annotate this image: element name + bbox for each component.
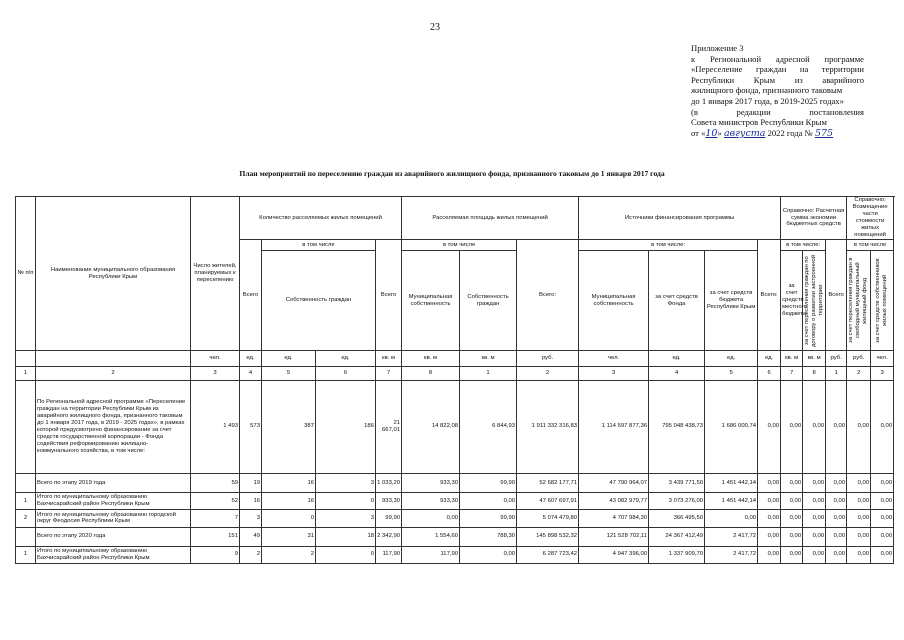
header-rooms-incl: в том числе [262, 239, 376, 250]
appendix-line: (в редакции постановления [691, 106, 864, 117]
value-cell: 3 439 771,50 [649, 473, 705, 492]
header-reimbursement-group: Справочно: Возмещение части стоимости жилых помещений [847, 197, 894, 240]
value-cell: 0,00 [847, 380, 871, 473]
value-cell: 99,90 [460, 510, 517, 527]
column-number: 7 [376, 366, 402, 380]
appendix-line: до 1 января 2017 года, в 2019-2025 годах» [691, 95, 844, 106]
value-cell: 0,00 [460, 493, 517, 510]
value-cell: 1 554,60 [402, 527, 460, 546]
value-cell: 1 911 332 316,83 [517, 380, 579, 473]
date-prefix: от « [691, 127, 706, 138]
value-cell: 0,00 [781, 493, 803, 510]
value-cell: 0,00 [758, 546, 781, 563]
value-cell: 117,90 [402, 546, 460, 563]
value-cell: 795 048 438,73 [649, 380, 705, 473]
value-cell: 3 [240, 510, 262, 527]
appendix-note [691, 43, 864, 139]
row-number: 2 [16, 510, 36, 527]
unit-cell: чел. [191, 351, 240, 366]
header-rooms-group: Количество расселяемых жилых помещений [240, 197, 402, 240]
header-finance-group: Источники финансирования программы [579, 197, 781, 240]
value-cell: 0,00 [781, 380, 803, 473]
value-cell: 59 [191, 473, 240, 492]
table-row [16, 527, 894, 546]
value-cell: 0 [316, 493, 376, 510]
value-cell: 18 [316, 527, 376, 546]
value-cell: 4 947 396,00 [579, 546, 649, 563]
value-cell: 52 [191, 493, 240, 510]
header-reimb-incl: в том числе [847, 239, 894, 250]
value-cell: 0,00 [803, 510, 826, 527]
value-cell: 6 844,93 [460, 380, 517, 473]
value-cell: 0,00 [758, 380, 781, 473]
header-own-municipal: Муниципальная собственность [402, 251, 460, 351]
row-name: Всего по этапу 2019 года [36, 473, 191, 492]
column-number: 1 [460, 366, 517, 380]
value-cell: 7 [191, 510, 240, 527]
header-area-own-municipal: Муниципальная собственность [579, 251, 649, 351]
row-number: 1 [16, 493, 36, 510]
header-no: № п/п [16, 197, 36, 351]
column-number: 5 [705, 366, 758, 380]
unit-cell: кв. м [460, 351, 517, 366]
units-row [16, 351, 894, 366]
plan-title: План мероприятий по переселению граждан из аварийного жилищного фонда, признанного таковым до 1 января 2017 года [239, 169, 665, 178]
appendix-line: к Региональной адресной программе [691, 53, 864, 64]
table-body [16, 380, 894, 563]
value-cell: 5 074 479,80 [517, 510, 579, 527]
vertical-label: за счет средств собственников жилых помещений [875, 258, 889, 344]
value-cell: 47 790 964,07 [579, 473, 649, 492]
row-name: Всего по этапу 2020 года [36, 527, 191, 546]
column-numbers-row [16, 366, 894, 380]
header-savings-free-fund [847, 251, 871, 351]
column-number: 1 [826, 366, 847, 380]
unit-cell: руб. [847, 351, 871, 366]
header-rooms-total: Всего [240, 239, 262, 350]
appendix-line: жилищного фонда, признанного таковым [691, 85, 843, 96]
value-cell: 6 287 723,42 [517, 546, 579, 563]
row-name: Итого по муниципальному образованию Бахчисарайский район Республики Крым [36, 546, 191, 563]
header-area-own-citizens: Собственность граждан [460, 251, 517, 351]
row-number: 1 [16, 546, 36, 563]
value-cell: 0,00 [847, 473, 871, 492]
value-cell: 2 [240, 546, 262, 563]
table-row [16, 380, 894, 473]
unit-cell: ед. [649, 351, 705, 366]
header-reimb-owners [871, 251, 894, 351]
value-cell: 0,00 [871, 493, 894, 510]
value-cell: 0,00 [803, 546, 826, 563]
appendix-line: Республики Крым из аварийного [691, 74, 864, 85]
value-cell: 1 493 [191, 380, 240, 473]
value-cell: 3 [316, 473, 376, 492]
value-cell: 933,30 [402, 473, 460, 492]
column-number: 1 [16, 366, 36, 380]
vertical-label: за счет переселения граждан в свободный муниципальный жилищный фонд [848, 257, 869, 344]
date-suffix: 2022 года № [765, 127, 815, 138]
header-area-incl: в том числе [402, 239, 517, 250]
value-cell: 0,00 [871, 473, 894, 492]
value-cell: 0,00 [826, 380, 847, 473]
value-cell: 0,00 [871, 546, 894, 563]
value-cell: 0,00 [826, 527, 847, 546]
row-name: Итого по муниципальному образованию Бахчисарайский район Республики Крым [36, 493, 191, 510]
appendix-line: Совета министров Республики Крым [691, 117, 827, 128]
header-area-group: Расселяемая площадь жилых помещений [402, 197, 579, 240]
header-savings-development [803, 251, 826, 351]
value-cell: 933,30 [376, 493, 402, 510]
unit-cell: кв. м [402, 351, 460, 366]
plan-table [15, 196, 894, 564]
column-number: 3 [191, 366, 240, 380]
row-name: По Региональной адресной программе «Переселение граждан на территории Республики Крым из аварийного жилищного фонда, признанного таковым до 1 января 2017 года, в 2019 - 2025 годах», в рамках которой предусмотрено финансирование за счет средств государственной корпорации - Фонда содействия реформированию жилищно-коммунального хозяйства, в том числе: [36, 380, 191, 473]
value-cell: 0,00 [803, 493, 826, 510]
value-cell: 366 495,50 [649, 510, 705, 527]
unit-cell: чел. [579, 351, 649, 366]
value-cell: 0,00 [781, 510, 803, 527]
value-cell: 0,00 [826, 473, 847, 492]
value-cell: 49 [240, 527, 262, 546]
value-cell: 0 [316, 546, 376, 563]
value-cell: 145 898 532,32 [517, 527, 579, 546]
column-number: 6 [316, 366, 376, 380]
value-cell: 0,00 [803, 380, 826, 473]
header-finance-total: Всего: [517, 239, 579, 350]
unit-cell: ед. [316, 351, 376, 366]
column-number: 2 [36, 366, 191, 380]
value-cell: 16 [262, 473, 316, 492]
date-mid: » [717, 127, 724, 138]
value-cell: 387 [262, 380, 316, 473]
unit-cell: руб. [826, 351, 847, 366]
value-cell: 2 [262, 546, 316, 563]
value-cell: 16 [262, 493, 316, 510]
value-cell: 43 082 979,77 [579, 493, 649, 510]
value-cell: 788,30 [460, 527, 517, 546]
value-cell: 0,00 [847, 527, 871, 546]
header-name: Наименование муниципального образования Республики Крым [36, 197, 191, 351]
value-cell: 0,00 [871, 380, 894, 473]
value-cell: 14 822,08 [402, 380, 460, 473]
header-local-budget: за счет средств местного бюджета [781, 251, 803, 351]
column-number: 5 [262, 366, 316, 380]
unit-cell: руб. [517, 351, 579, 366]
appendix-line: Приложение 3 [691, 43, 744, 53]
value-cell: 16 [240, 493, 262, 510]
value-cell: 21 667,01 [376, 380, 402, 473]
header-finance-incl: в том числе: [579, 239, 758, 250]
value-cell: 1 033,20 [376, 473, 402, 492]
column-number: 2 [517, 366, 579, 380]
header-residents: Число жителей, планируемых к переселению [191, 197, 240, 351]
header-savings-total: Всего: [758, 239, 781, 350]
value-cell: 31 [262, 527, 316, 546]
header-area-total: Всего [376, 239, 402, 350]
row-name: Итого по муниципальному образованию городской округ Феодосия Республики Крым [36, 510, 191, 527]
unit-cell [16, 351, 36, 366]
value-cell: 52 682 177,71 [517, 473, 579, 492]
value-cell: 0,00 [705, 510, 758, 527]
value-cell: 0,00 [826, 510, 847, 527]
value-cell: 4 707 984,30 [579, 510, 649, 527]
value-cell: 117,90 [376, 546, 402, 563]
value-cell: 0,00 [758, 527, 781, 546]
value-cell: 0,00 [826, 493, 847, 510]
value-cell: 121 528 702,11 [579, 527, 649, 546]
value-cell: 9 [191, 546, 240, 563]
value-cell: 2 417,72 [705, 527, 758, 546]
value-cell: 1 337 909,70 [649, 546, 705, 563]
table-row [16, 510, 894, 527]
value-cell: 0,00 [460, 546, 517, 563]
value-cell: 99,90 [376, 510, 402, 527]
value-cell: 151 [191, 527, 240, 546]
unit-cell: ед. [758, 351, 781, 366]
unit-cell: ед. [240, 351, 262, 366]
column-number: 4 [649, 366, 705, 380]
handwritten-month: августа [723, 127, 766, 139]
value-cell: 186 [316, 380, 376, 473]
unit-cell: кв. м [803, 351, 826, 366]
column-number: 2 [847, 366, 871, 380]
column-number: 4 [240, 366, 262, 380]
column-number: 3 [871, 366, 894, 380]
unit-cell: кв. м [781, 351, 803, 366]
value-cell: 0,00 [847, 493, 871, 510]
value-cell: 0,00 [871, 510, 894, 527]
unit-cell: чел. [871, 351, 894, 366]
handwritten-day: 10 [705, 127, 718, 139]
vertical-label: за счет переселения граждан по договору о развитии застроенной территории [804, 254, 824, 347]
table-row [16, 473, 894, 492]
row-number [16, 527, 36, 546]
document-number: 575 [814, 127, 834, 139]
column-number: 3 [579, 366, 649, 380]
value-cell: 0,00 [847, 546, 871, 563]
value-cell: 19 [240, 473, 262, 492]
value-cell: 0,00 [781, 527, 803, 546]
value-cell: 47 607 697,91 [517, 493, 579, 510]
value-cell: 0,00 [758, 493, 781, 510]
header-rk-budget: за счет средств бюджета Республики Крым [705, 251, 758, 351]
header-own-citizens: Собственность граждан [262, 251, 376, 351]
column-number: 8 [803, 366, 826, 380]
header-savings-incl: в том числе: [781, 239, 826, 250]
table-header [16, 197, 894, 381]
value-cell: 0,00 [781, 546, 803, 563]
table-row [16, 546, 894, 563]
value-cell: 1 114 597 877,36 [579, 380, 649, 473]
row-number [16, 380, 36, 473]
value-cell: 0 [262, 510, 316, 527]
value-cell: 3 [316, 510, 376, 527]
value-cell: 0,00 [803, 473, 826, 492]
value-cell: 0,00 [803, 527, 826, 546]
column-number: 7 [781, 366, 803, 380]
column-number: 8 [402, 366, 460, 380]
value-cell: 0,00 [758, 510, 781, 527]
unit-cell [36, 351, 191, 366]
header-savings-group: Справочно: Расчетная сумма экономии бюджетных средств [781, 197, 847, 240]
appendix-line: «Переселение граждан на территории [691, 64, 864, 75]
value-cell: 3 073 276,00 [649, 493, 705, 510]
table-row [16, 493, 894, 510]
page-number: 23 [430, 22, 440, 33]
value-cell: 0,00 [826, 546, 847, 563]
value-cell: 24 367 412,49 [649, 527, 705, 546]
unit-cell: ед. [262, 351, 316, 366]
value-cell: 0,00 [758, 473, 781, 492]
unit-cell: кв. м [376, 351, 402, 366]
row-number [16, 473, 36, 492]
value-cell: 0,00 [781, 473, 803, 492]
unit-cell: ед. [705, 351, 758, 366]
value-cell: 0,00 [871, 527, 894, 546]
value-cell: 933,30 [402, 493, 460, 510]
column-number: 6 [758, 366, 781, 380]
value-cell: 0,00 [402, 510, 460, 527]
header-reimb-total: Всего [826, 239, 847, 350]
value-cell: 1 451 442,14 [705, 493, 758, 510]
value-cell: 2 342,90 [376, 527, 402, 546]
value-cell: 0,00 [847, 510, 871, 527]
value-cell: 99,90 [460, 473, 517, 492]
appendix-date-line [691, 128, 864, 140]
value-cell: 1 686 000,74 [705, 380, 758, 473]
value-cell: 2 417,72 [705, 546, 758, 563]
value-cell: 573 [240, 380, 262, 473]
value-cell: 1 451 442,14 [705, 473, 758, 492]
header-fund: за счет средств Фонда [649, 251, 705, 351]
